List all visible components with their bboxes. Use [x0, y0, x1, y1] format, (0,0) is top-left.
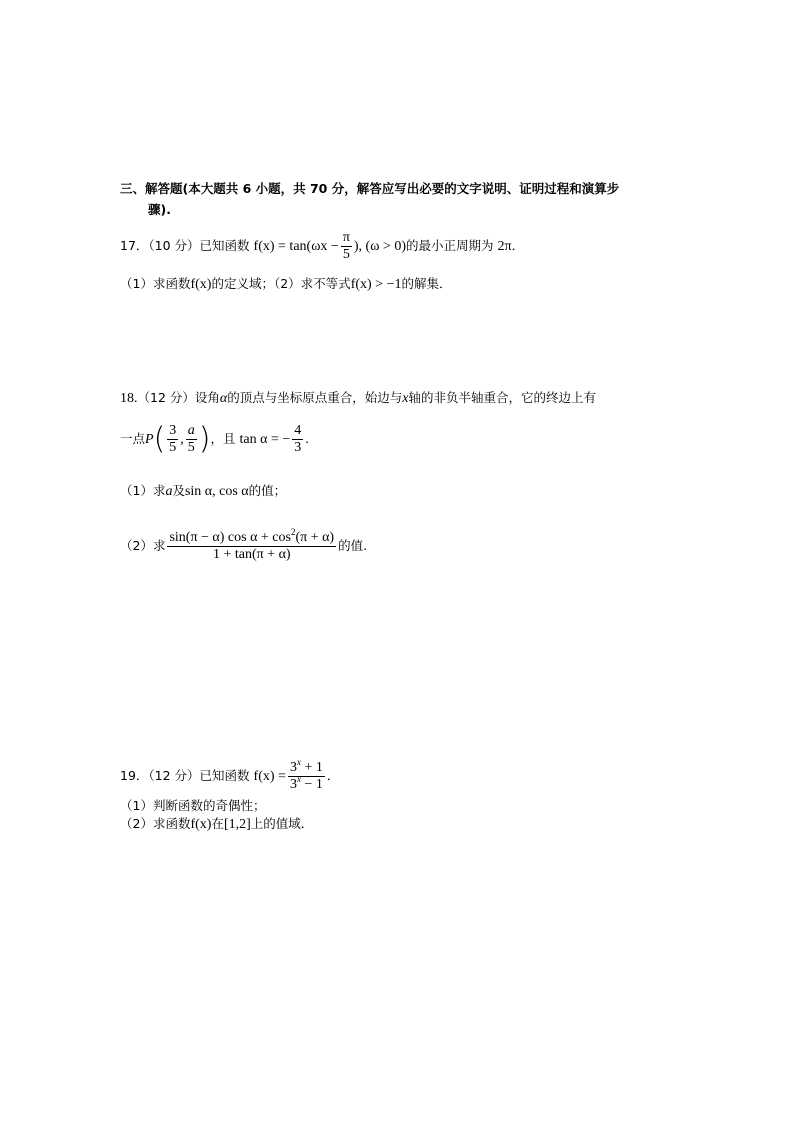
q19-numerator: [288, 757, 325, 777]
q18-coord1: [167, 423, 178, 456]
q19-den-sup: x: [296, 774, 301, 784]
q17-period: 2π: [497, 239, 512, 254]
q18-p2-tail: 的值.: [338, 538, 368, 553]
q18-tan-fraction: [292, 423, 303, 456]
q18-c2-den: 5: [187, 440, 195, 455]
q19-fx: f(x) =: [253, 769, 286, 784]
q18-c1-den: 5: [169, 440, 177, 455]
q19-fraction: [288, 757, 325, 793]
q18-stem-line1: [120, 389, 596, 408]
q17-frac-den: 5: [342, 247, 350, 262]
q17-expr-b: ), (ω > 0): [353, 239, 406, 254]
q18-p2-num-b: (π + α): [295, 530, 335, 545]
q17-number: 17．: [120, 238, 149, 253]
q19-p2-fx: f(x): [190, 817, 212, 832]
q18-part1: [120, 482, 286, 501]
q17-end: ．: [511, 238, 525, 253]
q18-p2-fraction: [167, 527, 336, 563]
q19-part1: （1）判断函数的奇偶性；: [120, 798, 266, 813]
q17-expr-a: f(x) = tan(ωx −: [253, 239, 339, 254]
q18-text2: 的顶点与坐标原点重合，始边与: [227, 390, 403, 405]
q18-score: （12 分）: [137, 390, 195, 405]
q18-p1-label: （1）求: [120, 483, 166, 498]
q19-den-rest: − 1: [300, 777, 323, 792]
q19-lead: 已知函数: [199, 768, 250, 783]
q18-left-paren-icon: (: [153, 421, 166, 457]
q18-tan-den: 3: [294, 440, 302, 455]
q17-p1-tail: 的定义域；: [211, 276, 274, 291]
q17-p1-label: （1）求函数: [120, 276, 191, 291]
q18-p1-mid: 及: [172, 483, 185, 498]
q19-stem: [120, 757, 339, 796]
q17-fraction: [341, 230, 352, 263]
section-heading: 三、解答题: [120, 181, 183, 196]
q18-p2-numerator: [167, 527, 336, 547]
q18-p2-label: （2）求: [120, 538, 166, 553]
q18-tan-num: 4: [294, 423, 302, 438]
q18-p1-a: a: [165, 484, 173, 499]
q19-p2-tail: 上的值域．: [250, 816, 314, 831]
q18-number: 18.: [120, 391, 138, 406]
q18-point-P: P: [145, 432, 154, 447]
q17-p2-label: （2）求不等式: [273, 276, 351, 291]
q18-text3: 轴的非负半轴重合，它的终边上有: [408, 390, 597, 405]
q18-comma-icon: ,: [180, 432, 184, 447]
q17-stem: [120, 229, 524, 264]
q18-tan-lhs: tan α = −: [239, 432, 291, 447]
q18-stem-line2: [120, 419, 309, 460]
q18-p1-trig: sin α, cos α: [184, 484, 249, 499]
q18-alpha: α: [219, 391, 228, 406]
q19-p2-interval: [1,2]: [223, 817, 251, 832]
section-note-continued: 骤).: [148, 202, 171, 217]
q18-mid: ，且: [210, 431, 236, 446]
q18-coord2: [186, 423, 197, 456]
q19-score: （12 分）: [148, 768, 200, 783]
q19-end: ．: [326, 768, 340, 783]
q17-parts: [120, 275, 451, 294]
q19-p2-label: （2）求函数: [120, 816, 191, 831]
q18-line2-lead: 一点: [120, 431, 146, 446]
q17-p2-tail: 的解集．: [401, 276, 452, 291]
q19-den-base: 3: [289, 777, 297, 792]
q18-part2: [120, 526, 367, 566]
q18-tan-end: .: [305, 432, 309, 447]
q17-tail: 的最小正周期为: [406, 238, 494, 253]
q18-p2-num-sup: 2: [290, 527, 296, 537]
q19-num-rest: + 1: [300, 760, 323, 775]
q18-p2-den: 1 + tan(π + α): [212, 547, 291, 562]
q18-right-paren-icon: ): [198, 421, 211, 457]
q17-lead: 已知函数: [199, 238, 250, 253]
q18-x: x: [402, 391, 409, 406]
q18-c2-num: a: [187, 423, 195, 438]
q19-number: 19．: [120, 768, 149, 783]
q19-part2: [120, 815, 313, 834]
q17-p1-fx: f(x): [190, 277, 212, 292]
q18-c1-num: 3: [169, 423, 177, 438]
q19-num-base: 3: [289, 760, 297, 775]
q19-denominator: [288, 774, 325, 793]
section-note: (本大题共 6 小题，共 70 分，解答应写出必要的文字说明、证明过程和演算步: [182, 181, 620, 196]
q18-p2-num-a: sin(π − α) cos α + cos: [169, 530, 291, 545]
q19-num-sup: x: [296, 757, 301, 767]
section-heading-line: [120, 180, 619, 198]
q18-text1: 设角: [194, 390, 220, 405]
q17-p2-ineq: f(x) > −1: [350, 277, 402, 292]
q19-p2-mid: 在: [211, 816, 224, 831]
q17-frac-num: π: [342, 230, 350, 245]
q18-p1-tail: 的值；: [248, 483, 287, 498]
q17-score: （10 分）: [148, 238, 200, 253]
